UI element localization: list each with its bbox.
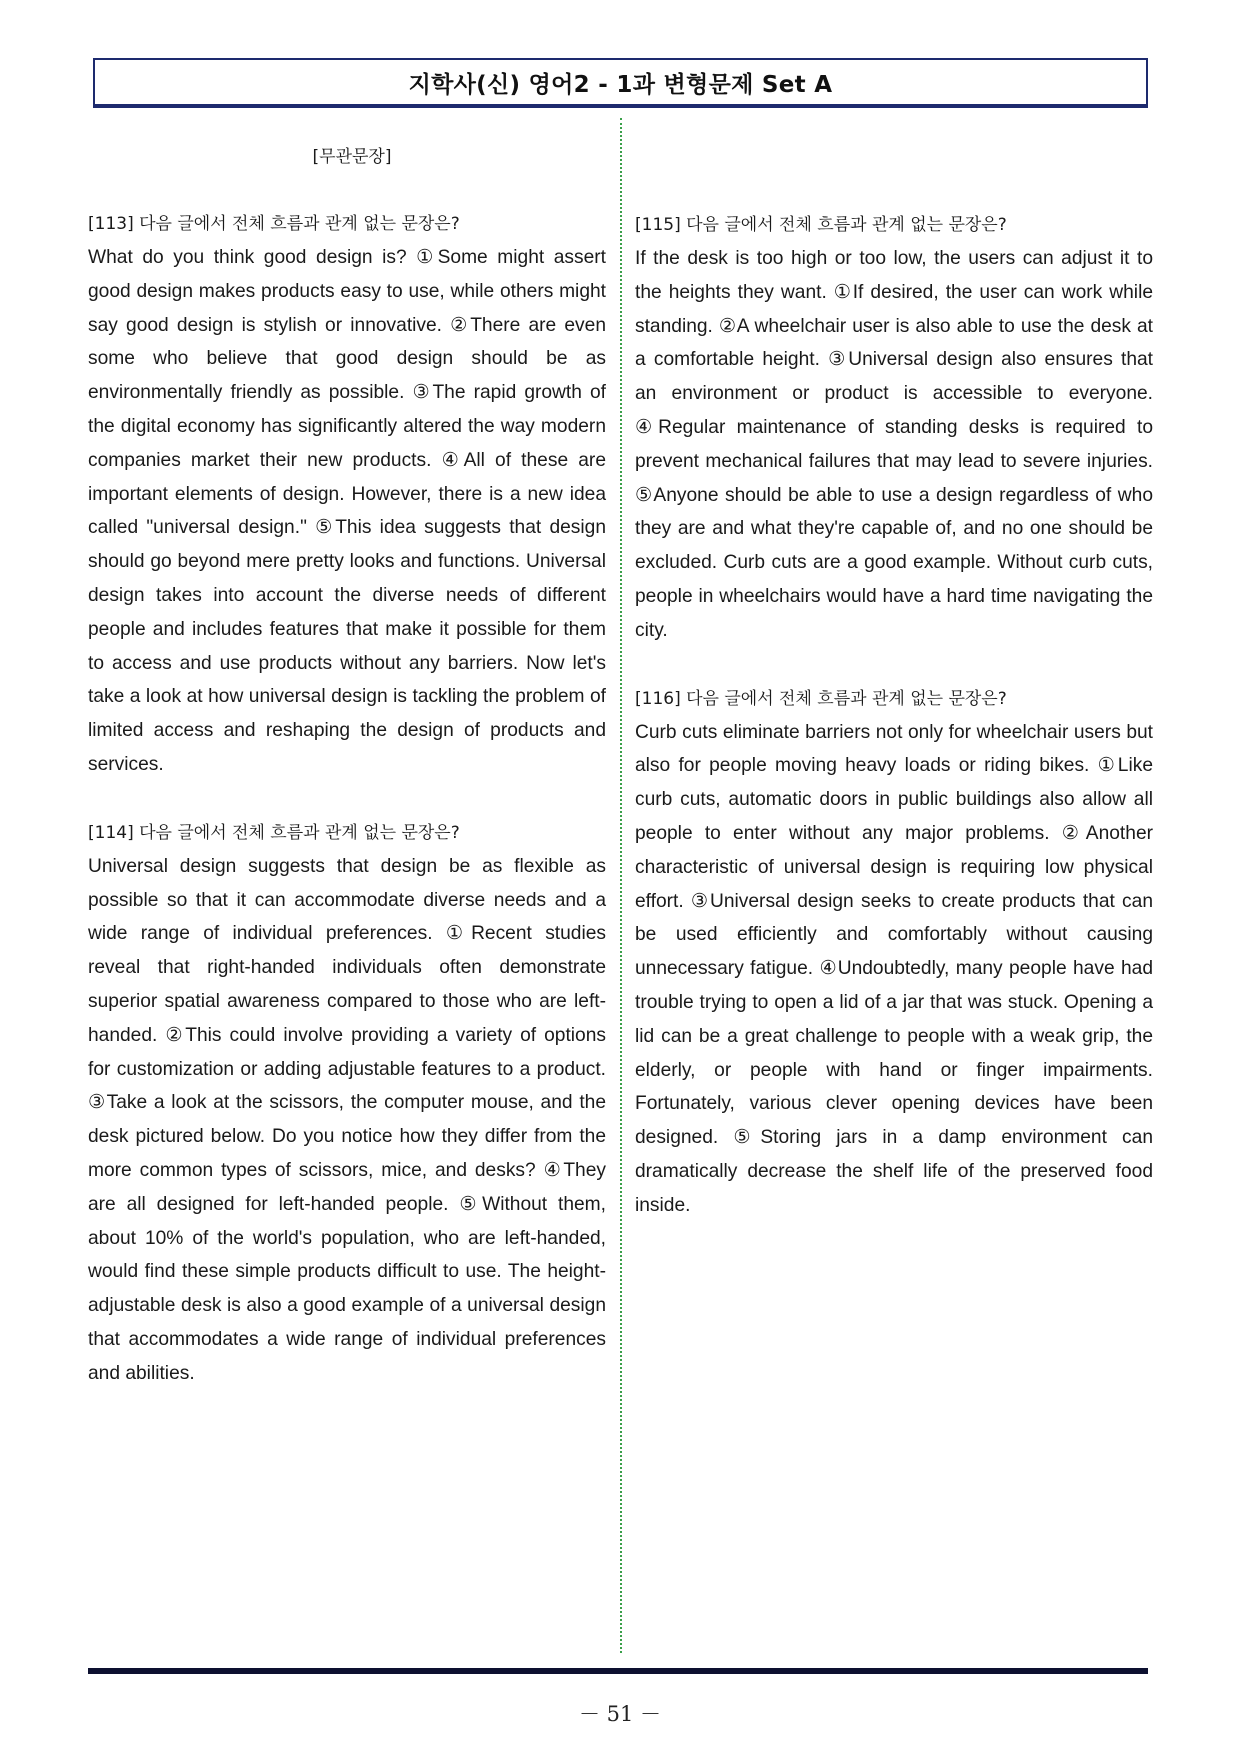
page-title: 지학사(신) 영어2 - 1과 변형문제 Set A (408, 71, 833, 98)
question-114-heading: [114] 다음 글에서 전체 흐름과 관계 없는 문장은? (88, 822, 460, 843)
column-divider (620, 118, 622, 1653)
question-115-heading: [115] 다음 글에서 전체 흐름과 관계 없는 문장은? (635, 215, 1007, 235)
question-115-passage: If the desk is too high or too low, the users can adjust it to the heights they want. ①If desired, the user can work while standing. ②A wheelchair user is also able to use the desk at a comfortable height. ③Universal design also ensures that an environment or product is accessible to everyone. ④Regular maintenance of standing desks is required to prevent mechanical failures that may lead to severe injuries. ⑤Anyone should be able to use a design regardless of who they are and what they're capable of, and no one should be excluded. Curb cuts are a good example. Without curb cuts, people in wheelchairs would have a hard time navigating the city. (635, 248, 1153, 641)
section-label: [무관문장] (312, 147, 392, 167)
page-number: － 51 － (578, 1702, 662, 1726)
right-column (635, 208, 1153, 1223)
question-113-heading: [113] 다음 글에서 전체 흐름과 관계 없는 문장은? (88, 214, 460, 234)
footer-rule (88, 1668, 1148, 1674)
question-113-passage: What do you think good design is? ①Some might assert good design makes products easy to use, while others might say good design is stylish or innovative. ②There are even some who believe that good design should be as environmentally friendly as possible. ③The rapid growth of the digital economy has significantly altered the way modern companies market their new products. ④All of these are important elements of design. However, there is a new idea called "universal design." ⑤This idea suggests that design should go beyond mere pretty looks and functions. Universal design takes into account the diverse needs of different people and includes features that make it possible for them to access and use products without any barriers. Now let's take a look at how universal design is tackling the problem of limited access and reshaping the design of products and services. (88, 247, 606, 775)
left-column (88, 140, 606, 1391)
title-box (93, 58, 1148, 108)
question-116-passage: Curb cuts eliminate barriers not only for wheelchair users but also for people moving heavy loads or riding bikes. ①Like curb cuts, automatic doors in public buildings also allow all people to enter without any major problems. ②Another characteristic of universal design is requiring low physical effort. ③Universal design seeks to create products that can be used efficiently and comfortably without causing unnecessary fatigue. ④Undoubtedly, many people have had trouble trying to open a lid of a jar that was stuck. Opening a lid can be a great challenge to people with a weak grip, the elderly, or people with hand or finger impairments. Fortunately, various clever opening devices have been designed. ⑤Storing jars in a damp environment can dramatically decrease the shelf life of the preserved food inside. (635, 721, 1153, 1216)
question-114-passage: Universal design suggests that design be as flexible as possible so that it can accommodate diverse needs and a wide range of individual preferences. ①Recent studies reveal that right-handed individuals often demonstrate superior spatial awareness compared to those who are left-handed. ②This could involve providing a variety of options for customization or adding adjustable features to a product. ③Take a look at the scissors, the computer mouse, and the desk pictured below. Do you notice how they differ from the more common types of scissors, mice, and desks? ④They are all designed for left-handed people. ⑤Without them, about 10% of the world's population, who are left-handed, would find these simple products difficult to use. The height-adjustable desk is also a good example of a universal design that accommodates a wide range of individual preferences and abilities. (88, 855, 606, 1384)
question-116-heading: [116] 다음 글에서 전체 흐름과 관계 없는 문장은? (635, 688, 1007, 709)
